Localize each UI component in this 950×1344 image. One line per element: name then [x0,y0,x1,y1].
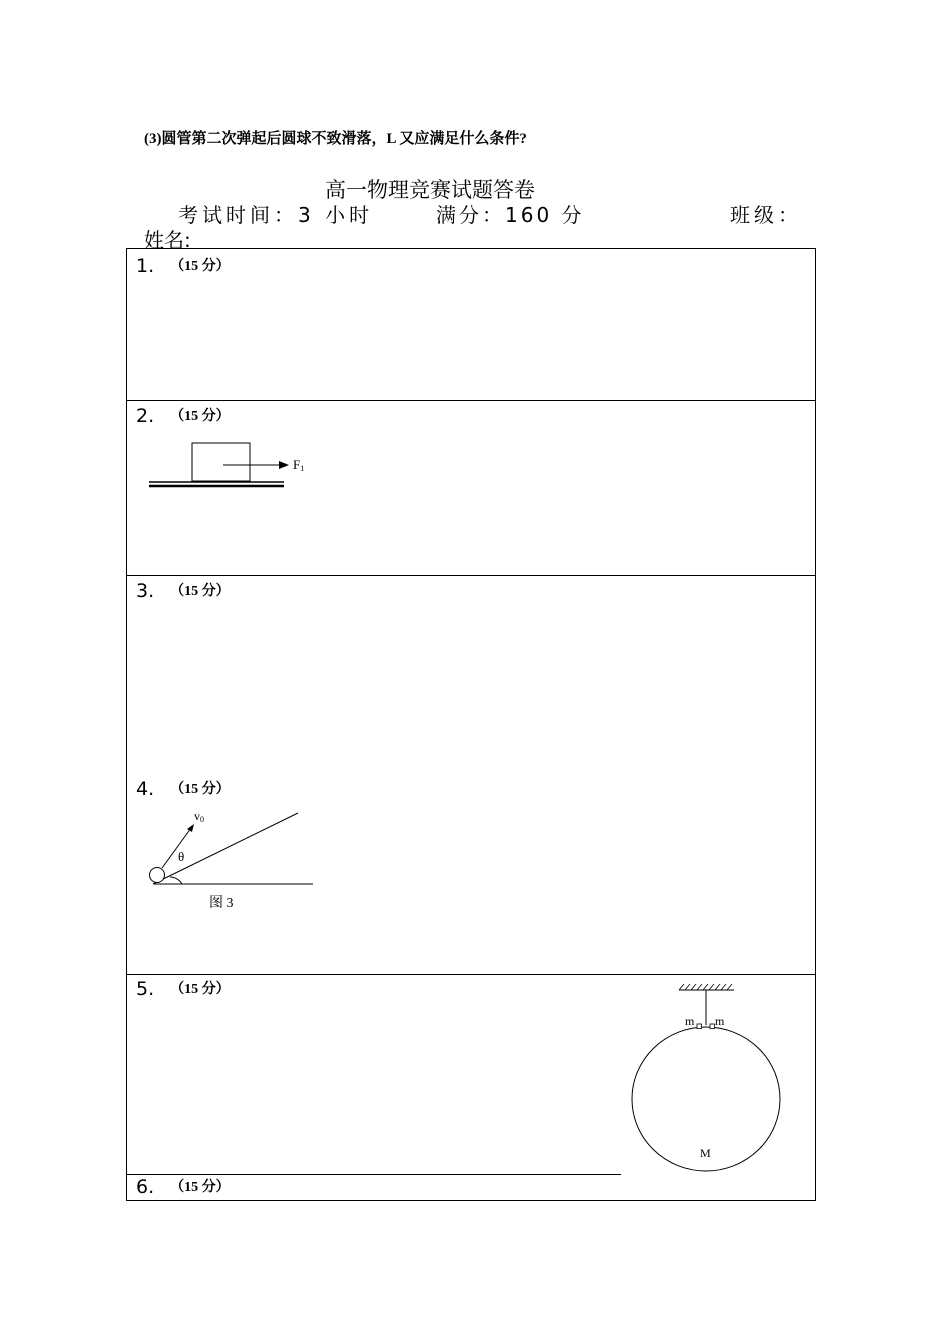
question-points: （15 分） [170,259,230,274]
question-points: （15 分） [170,1180,230,1195]
row-divider [127,575,815,576]
question-points: （15 分） [170,982,230,997]
velocity-label: v0 [194,809,204,824]
full-score: 满分：160 分 [436,203,585,227]
exam-time: 考试时间：3 小时 [178,203,374,227]
question-points: （15 分） [170,409,230,424]
question-6-label [136,1176,230,1198]
class-label: 班级： [730,203,802,227]
angle-label: θ [178,849,185,864]
question-5-label [136,978,230,1000]
bead-right [710,1024,715,1029]
question-number: 5. [136,978,155,1000]
block [192,443,250,481]
row-divider [127,400,815,401]
force-label: F1 [293,457,305,473]
incline-line [153,813,298,884]
question-2-label [136,405,230,427]
answer-sheet-table [126,248,816,1201]
ring-mass-label: M [700,1146,711,1160]
velocity-arrow-head [187,824,194,832]
bead-left-label: m [685,1014,695,1028]
ball [150,868,165,883]
question-4-label [136,778,230,800]
question-points: （15 分） [170,584,230,599]
angle-arc [170,877,182,884]
question-number: 3. [136,580,155,602]
figure-caption: 图 3 [209,896,234,911]
question-number: 1. [136,255,155,277]
force-arrow-head [279,461,289,469]
velocity-arrow-shaft [162,828,191,868]
page-title: 高一物理竞赛试题答卷 [325,178,535,202]
previous-question-text: (3)圆管第二次弹起后圆球不致滑落，L 又应满足什么条件? [144,131,527,147]
name-label: 姓名: [144,228,191,252]
question-1-label [136,255,230,277]
question-number: 4. [136,778,155,800]
question-points: （15 分） [170,782,230,797]
figure-backdrop [621,1167,815,1175]
row-divider [127,974,815,975]
ceiling-hatch [679,984,732,990]
bead-left [697,1024,702,1029]
projectile-incline-figure [145,804,320,914]
block-force-figure [147,439,317,491]
question-number: 6. [136,1176,155,1198]
hanging-ring-figure [621,981,815,1175]
question-3-label [136,580,230,602]
question-number: 2. [136,405,155,427]
bead-right-label: m [715,1014,725,1028]
